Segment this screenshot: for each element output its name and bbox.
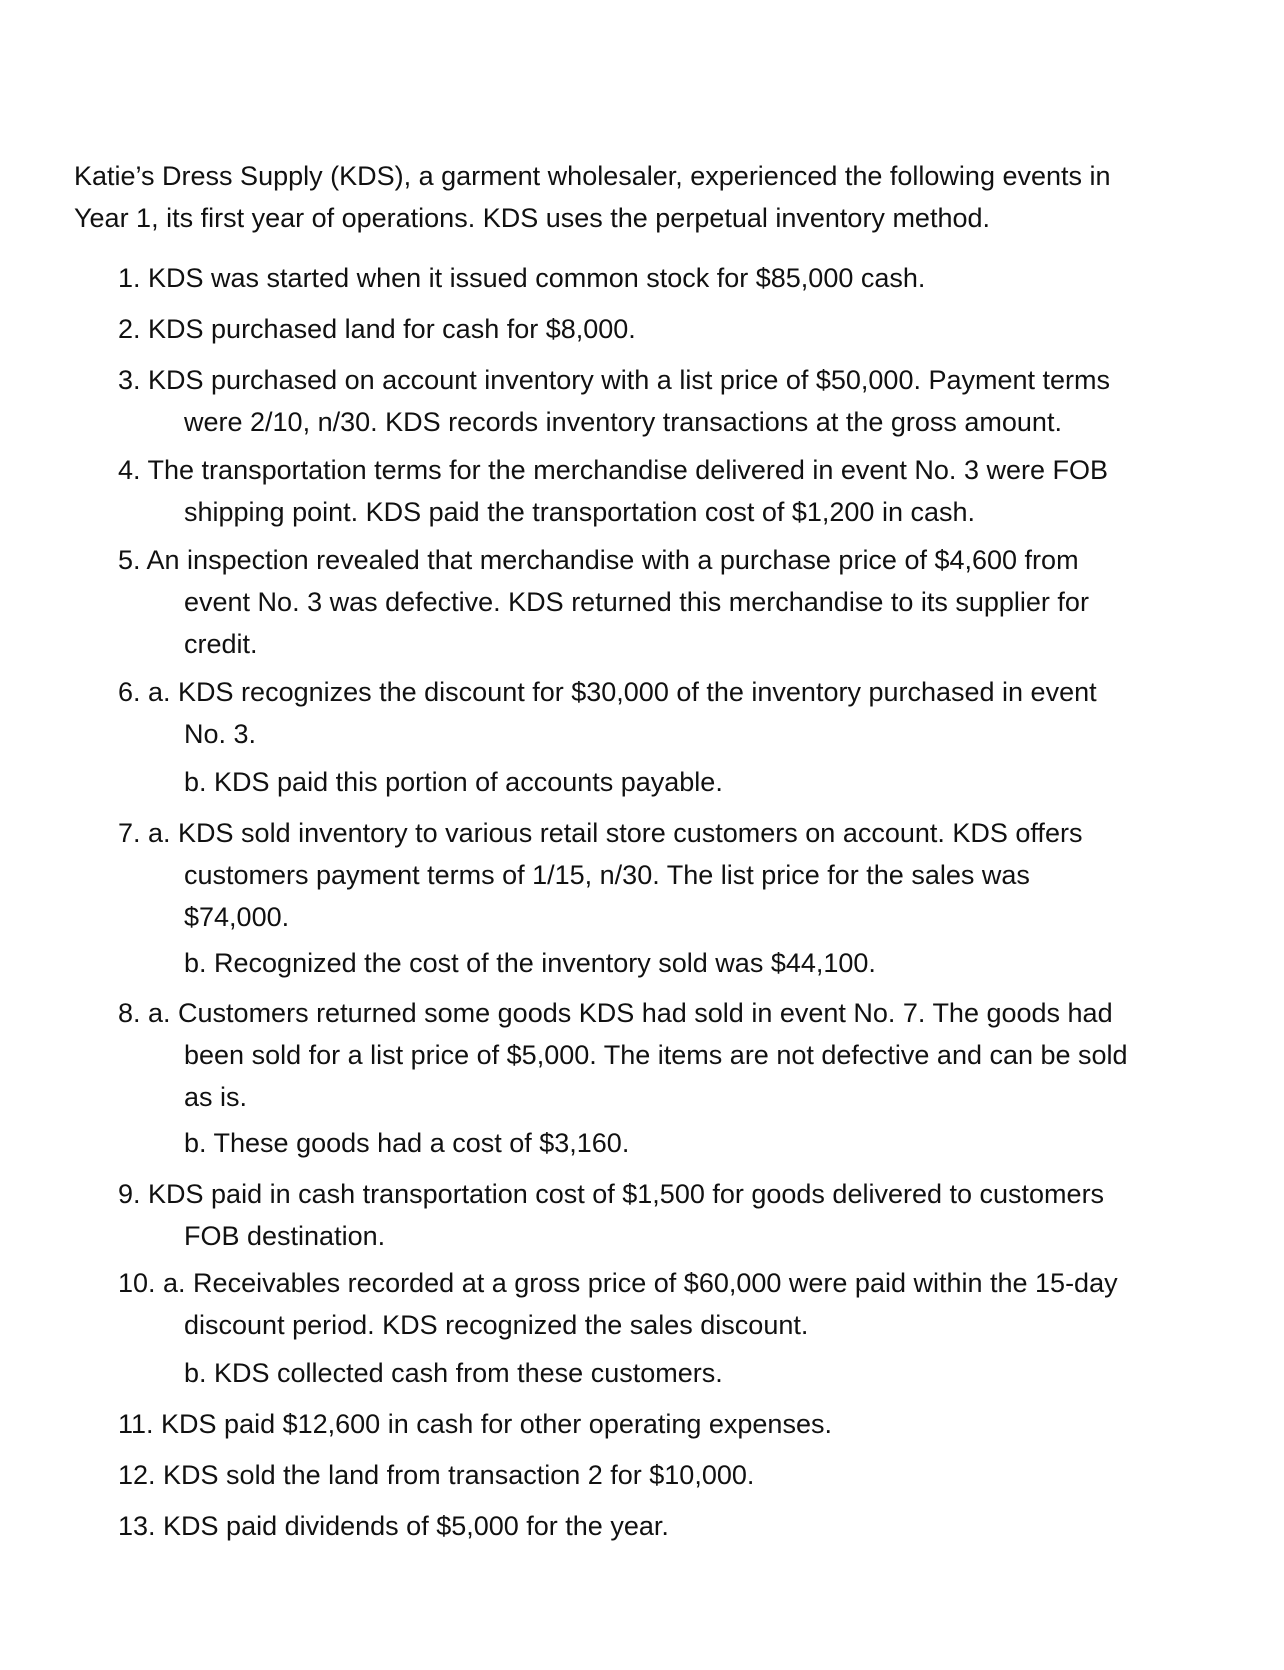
event-text-continuation: discount period. KDS recognized the sales discount.: [184, 1310, 809, 1340]
event-text: 6. a. KDS recognizes the discount for $30,000 of the inventory purchased in event: [118, 677, 1097, 707]
event-6a: [118, 671, 1203, 755]
event-text-continuation: customers payment terms of 1/15, n/30. The list price for the sales was: [184, 860, 1030, 890]
event-text: 7. a. KDS sold inventory to various retail store customers on account. KDS offers: [118, 818, 1083, 848]
event-text-continuation: been sold for a list price of $5,000. The items are not defective and can be sold: [184, 1040, 1128, 1070]
event-7a: [118, 812, 1203, 938]
event-5: [118, 539, 1203, 665]
event-10b: [184, 1352, 1203, 1394]
event-text: 13. KDS paid dividends of $5,000 for the year.: [118, 1511, 669, 1541]
event-text-continuation: FOB destination.: [184, 1221, 386, 1251]
event-text: 1. KDS was started when it issued common stock for $85,000 cash.: [118, 263, 926, 293]
event-10a: [118, 1262, 1203, 1346]
event-1: [118, 257, 1203, 299]
event-7b: [184, 942, 1203, 984]
event-text: 9. KDS paid in cash transportation cost of $1,500 for goods delivered to customers: [118, 1179, 1105, 1209]
event-text-continuation: were 2/10, n/30. KDS records inventory transactions at the gross amount.: [184, 407, 1062, 437]
event-4: [118, 449, 1203, 533]
event-text-continuation: shipping point. KDS paid the transportation cost of $1,200 in cash.: [184, 497, 976, 527]
event-12: [118, 1454, 1203, 1496]
event-text-continuation: No. 3.: [184, 719, 257, 749]
event-11: [118, 1403, 1203, 1445]
event-text: 4. The transportation terms for the merchandise delivered in event No. 3 were FOB: [118, 455, 1108, 485]
event-text: b. These goods had a cost of $3,160.: [184, 1128, 630, 1158]
event-text: 10. a. Receivables recorded at a gross price of $60,000 were paid within the 15-day: [118, 1268, 1118, 1298]
event-text: 11. KDS paid $12,600 in cash for other operating expenses.: [118, 1409, 832, 1439]
event-text: b. KDS collected cash from these customers.: [184, 1358, 723, 1388]
event-text: b. Recognized the cost of the inventory sold was $44,100.: [184, 948, 876, 978]
event-text: 12. KDS sold the land from transaction 2 for $10,000.: [118, 1460, 755, 1490]
event-text: b. KDS paid this portion of accounts payable.: [184, 767, 723, 797]
intro-paragraph: [74, 155, 1204, 239]
event-8b: [184, 1122, 1203, 1164]
event-text-continuation: $74,000.: [184, 902, 290, 932]
event-8a: [118, 992, 1203, 1118]
event-text: 5. An inspection revealed that merchandise with a purchase price of $4,600 from: [118, 545, 1079, 575]
event-3: [118, 359, 1203, 443]
event-text: 2. KDS purchased land for cash for $8,000.: [118, 314, 636, 344]
event-text-continuation: event No. 3 was defective. KDS returned this merchandise to its supplier for: [184, 587, 1089, 617]
event-9: [118, 1173, 1203, 1257]
event-text: 8. a. Customers returned some goods KDS had sold in event No. 7. The goods had: [118, 998, 1113, 1028]
event-13: [118, 1505, 1203, 1547]
intro-line: Katie’s Dress Supply (KDS), a garment wholesaler, experienced the following events in: [74, 161, 1111, 191]
event-text-continuation: as is.: [184, 1082, 248, 1112]
intro-line: Year 1, its first year of operations. KDS uses the perpetual inventory method.: [74, 203, 990, 233]
event-text: 3. KDS purchased on account inventory with a list price of $50,000. Payment terms: [118, 365, 1111, 395]
event-2: [118, 308, 1203, 350]
event-text-continuation: credit.: [184, 629, 258, 659]
event-6b: [184, 761, 1203, 803]
